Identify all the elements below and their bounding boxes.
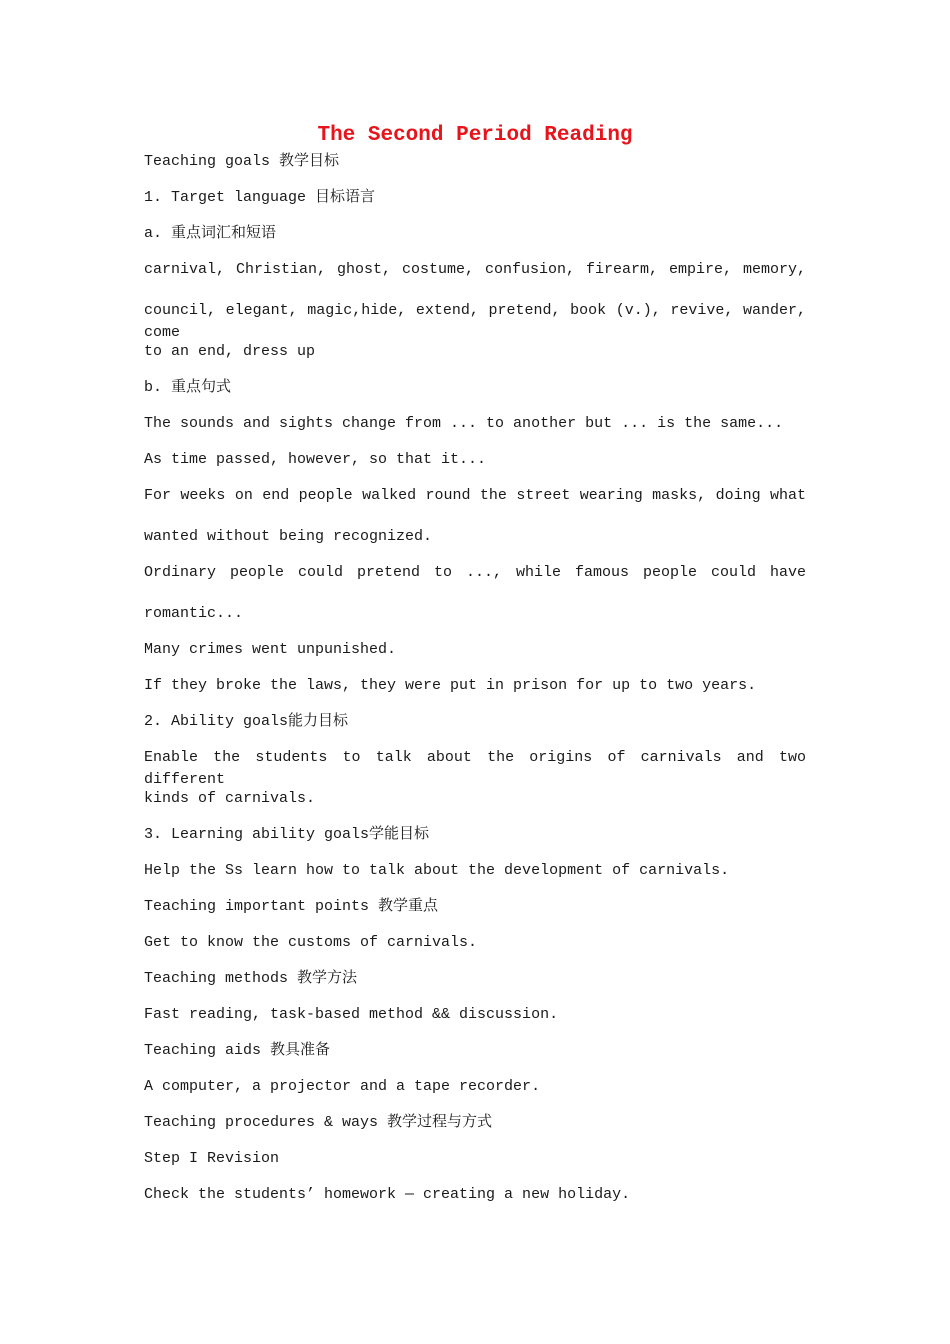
text-line: If they broke the laws, they were put in prison for up to two years. — [144, 677, 757, 694]
text-line: Fast reading, task-based method && discussion. — [144, 1006, 559, 1023]
text-line: The sounds and sights change from ... to another but ... is the same... — [144, 415, 784, 432]
text-line: kinds of carnivals. — [144, 790, 316, 807]
text-line: Many crimes went unpunished. — [144, 641, 397, 658]
step-heading: Step I Revision — [144, 1150, 280, 1167]
subsection-heading: a. 重点词汇和短语 — [144, 225, 277, 242]
text-line: Ordinary people could pretend to ..., while famous people could have — [144, 564, 806, 581]
text-line: Help the Ss learn how to talk about the development of carnivals. — [144, 862, 730, 879]
section-heading: Teaching procedures & ways 教学过程与方式 — [144, 1114, 493, 1131]
section-heading: Teaching aids 教具准备 — [144, 1042, 331, 1059]
section-heading: 2. Ability goals能力目标 — [144, 713, 349, 730]
section-heading: Teaching methods 教学方法 — [144, 970, 358, 987]
text-line: Enable the students to talk about the origins of carnivals and two different — [144, 749, 806, 788]
text-line: As time passed, however, so that it... — [144, 451, 487, 468]
text-line: council, elegant, magic,hide, extend, pretend, book (v.), revive, wander, come — [144, 302, 806, 341]
text-line: Check the students’ homework — creating a new holiday. — [144, 1186, 631, 1203]
text-line: to an end, dress up — [144, 343, 316, 360]
text-line: For weeks on end people walked round the street wearing masks, doing what — [144, 487, 806, 504]
text-line: Get to know the customs of carnivals. — [144, 934, 478, 951]
text-line: romantic... — [144, 605, 244, 622]
text-line: A computer, a projector and a tape recorder. — [144, 1078, 541, 1095]
text-line: carnival, Christian, ghost, costume, confusion, firearm, empire, memory, — [144, 261, 806, 278]
section-heading: Teaching goals 教学目标 — [144, 153, 340, 170]
subsection-heading: 1. Target language 目标语言 — [144, 189, 376, 206]
text-line: wanted without being recognized. — [144, 528, 433, 545]
section-heading: Teaching important points 教学重点 — [144, 898, 439, 915]
page-title: The Second Period Reading — [317, 124, 633, 147]
subsection-heading: b. 重点句式 — [144, 379, 232, 396]
section-heading: 3. Learning ability goals学能目标 — [144, 826, 430, 843]
